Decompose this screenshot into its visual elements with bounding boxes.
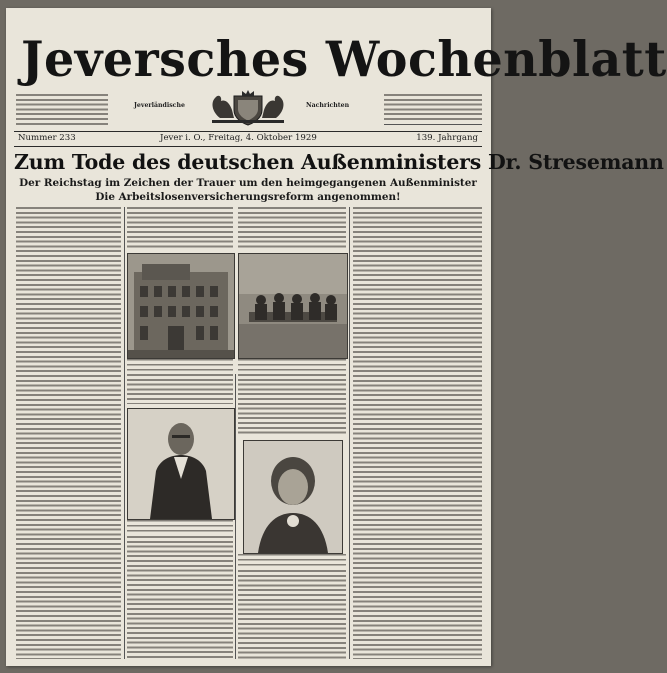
subheadline-2: Die Arbeitslosenversicherungsreform angenommen! xyxy=(95,191,401,203)
article-column-2-top xyxy=(127,207,233,249)
headline: Zum Tode des deutschen Außenministers Dr. Stresemann xyxy=(14,150,664,174)
photo-meeting xyxy=(238,253,348,359)
dateline xyxy=(14,133,482,145)
newspaper-page xyxy=(6,8,667,666)
subheadline-1: Der Reichstag im Zeichen der Trauer um den heimgegangenen Außenminister xyxy=(19,177,477,189)
masthead-left-sub: Jeverländische xyxy=(134,102,185,109)
portrait-frau-art xyxy=(244,441,342,553)
photo-building xyxy=(127,253,235,359)
article-column-4 xyxy=(353,207,482,659)
article-column-2-mid xyxy=(127,374,233,404)
column-rule-2 xyxy=(235,374,236,659)
column-rule-1 xyxy=(124,207,125,659)
portrait-frau-stresemann xyxy=(243,440,343,554)
building-photo-art xyxy=(128,254,234,358)
meeting-photo-art xyxy=(239,254,347,358)
place-date: Jever i. O., Freitag, 4. Oktober 1929 xyxy=(160,133,317,143)
masthead-right-sub: Nachrichten xyxy=(306,102,350,109)
rule-top xyxy=(14,131,482,132)
photo-meeting-caption xyxy=(238,359,346,371)
issue-number: Nummer 233 xyxy=(18,133,76,143)
article-column-3-top xyxy=(238,207,346,249)
imprint-right xyxy=(384,94,482,122)
article-column-1 xyxy=(16,207,121,659)
article-column-3-mid xyxy=(238,374,346,436)
masthead-title: Jeversches Wochenblatt xyxy=(21,30,667,88)
portrait-stresemann xyxy=(127,408,235,520)
article-column-2-bottom xyxy=(127,536,233,659)
rule-bottom xyxy=(14,146,482,147)
portrait-stresemann-art xyxy=(128,409,234,519)
portrait-frau-caption xyxy=(238,554,346,566)
portrait-stresemann-caption xyxy=(127,520,233,532)
article-column-3-bottom xyxy=(238,570,346,659)
imprint-left xyxy=(16,94,108,126)
volume-year: 139. Jahrgang xyxy=(416,133,478,143)
coat-of-arms-icon xyxy=(202,88,294,128)
column-rule-3 xyxy=(349,207,350,659)
photo-building-caption xyxy=(127,359,233,371)
imprint-right-rule xyxy=(384,124,482,125)
